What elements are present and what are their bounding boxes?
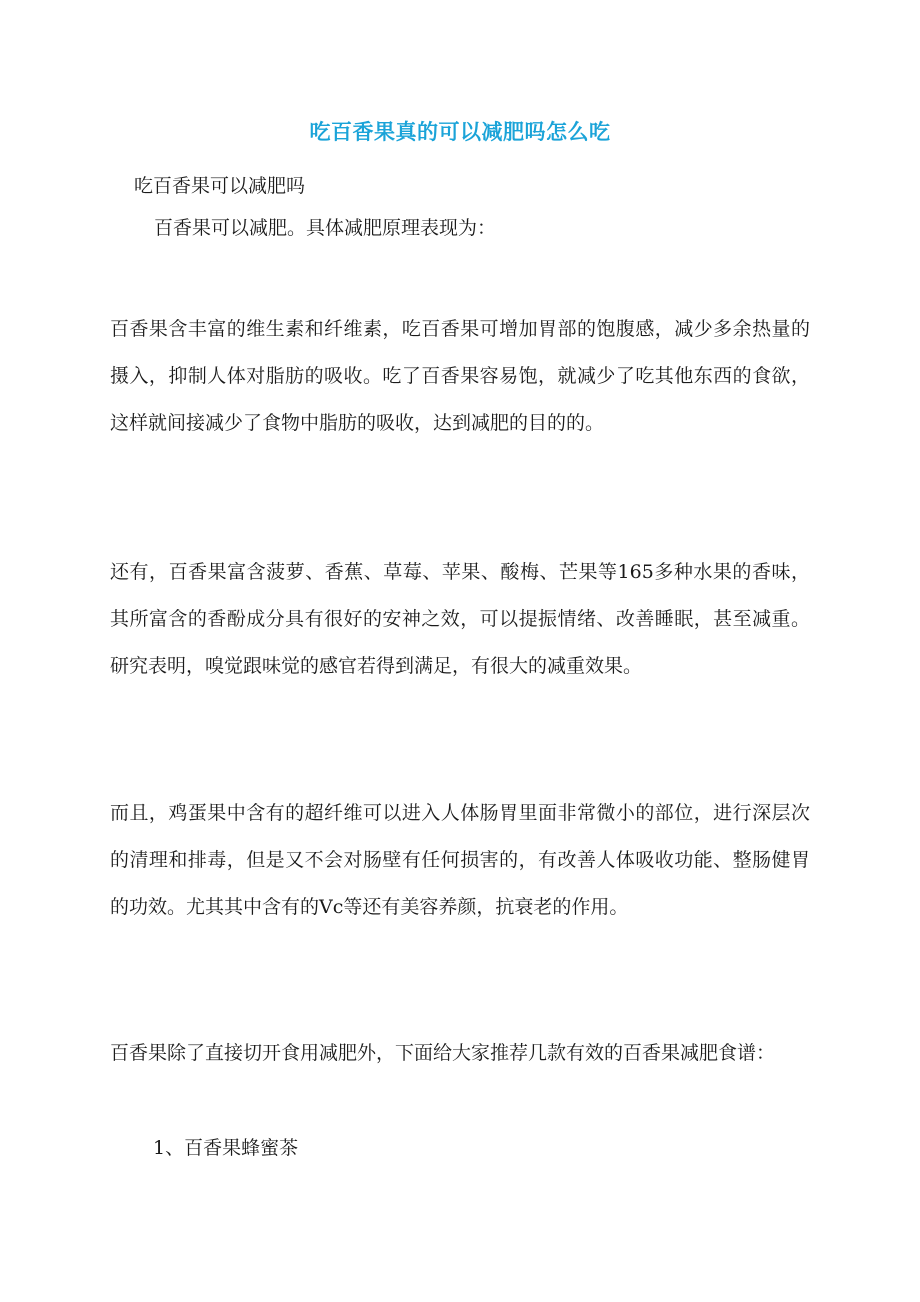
paragraph-3: 而且，鸡蛋果中含有的超纤维可以进入人体肠胃里面非常微小的部位，进行深层次的清理和排毒，但是又不会对肠壁有任何损害的，有改善人体吸收功能、整肠健胃的功效。尤其其中含有的Vc等还有美容养颜，抗衰老的作用。 xyxy=(110,802,810,918)
recipe-heading: 1、百香果蜂蜜茶 xyxy=(153,1137,299,1159)
paragraph-4: 百香果除了直接切开食用减肥外，下面给大家推荐几款有效的百香果减肥食谱： xyxy=(110,1042,776,1064)
section-subtitle: 吃百香果可以减肥吗 xyxy=(134,175,306,197)
paragraph-1: 百香果含丰富的维生素和纤维素，吃百香果可增加胃部的饱腹感，减少多余热量的摄入，抑制人体对脂肪的吸收。吃了百香果容易饱，就减少了吃其他东西的食欲，这样就间接减少了食物中脂肪的吸收，达到减肥的目的的。 xyxy=(110,318,810,434)
paragraph-2: 还有，百香果富含菠萝、香蕉、草莓、苹果、酸梅、芒果等165多种水果的香味，其所富含的香酚成分具有很好的安神之效，可以提振情绪、改善睡眠，甚至减重。研究表明，嗅觉跟味觉的感官若得到满足，有很大的减重效果。 xyxy=(110,561,810,677)
document-title: 吃百香果真的可以减肥吗怎么吃 xyxy=(309,120,611,144)
intro-line: 百香果可以减肥。具体减肥原理表现为： xyxy=(154,217,497,239)
